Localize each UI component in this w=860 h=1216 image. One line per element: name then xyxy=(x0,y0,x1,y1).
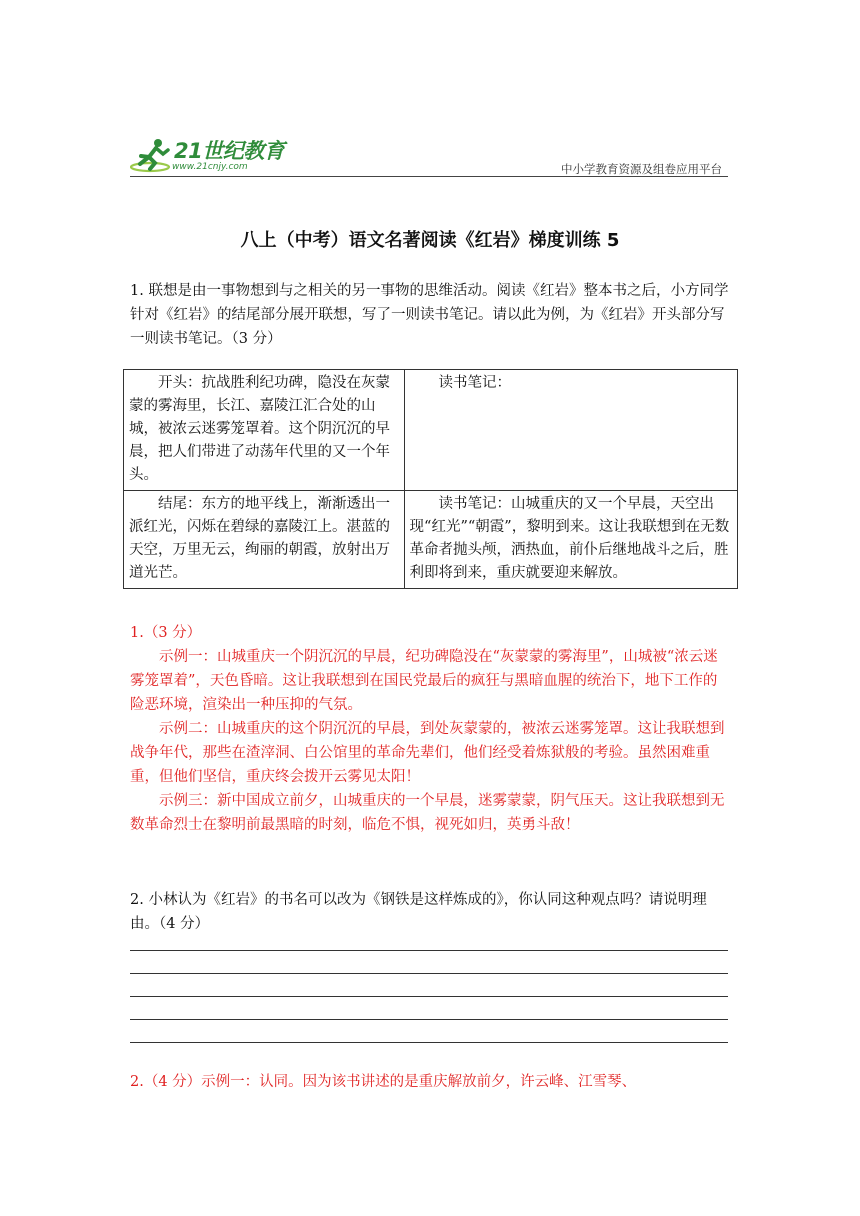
answer-1-example-3: 示例三：新中国成立前夕，山城重庆的一个早晨，迷雾蒙蒙，阴气压天。这让我联想到无数革命烈士在黎明前最黑暗的时刻，临危不惧，视死如归，英勇斗敌！ xyxy=(130,793,725,833)
question-1: 1. 联想是由一事物想到与之相关的另一事物的思维活动。阅读《红岩》整本书之后，小方同学针对《红岩》的结尾部分展开联想，写了一则读书笔记。请以此为例，为《红岩》开头部分写一则读书笔记。（3 分） xyxy=(130,283,729,347)
runner-logo-icon xyxy=(130,137,174,173)
header-divider xyxy=(130,176,728,177)
logo-url: www.21cnjy.com xyxy=(172,162,248,172)
document-title: 八上（中考）语文名著阅读《红岩》梯度训练 5 xyxy=(240,230,620,251)
answer-line[interactable] xyxy=(130,973,728,974)
table-row xyxy=(124,491,738,589)
answer-line[interactable] xyxy=(130,1042,728,1043)
answer-1-example-1: 示例一：山城重庆一个阴沉沉的早晨，纪功碑隐没在“灰蒙蒙的雾海里”，山城被“浓云迷雾笼罩着”，天色昏暗。这让我联想到在国民党最后的疯狂与黑暗血腥的统治下，地下工作的险恶环境，渲染出一种压抑的气氛。 xyxy=(130,649,718,713)
page-header xyxy=(130,135,728,180)
question-2: 2. 小林认为《红岩》的书名可以改为《钢铁是这样炼成的》，你认同这种观点吗？请说明理由。（4 分） xyxy=(130,892,707,932)
opening-passage-cell: 开头：抗战胜利纪功碑，隐没在灰蒙蒙的雾海里，长江、嘉陵江汇合处的山城，被浓云迷雾笼罩着。这个阴沉沉的早晨，把人们带进了动荡年代里的又一个年头。 xyxy=(124,370,405,491)
answer-1 xyxy=(130,645,730,837)
platform-tagline: 中小学教育资源及组卷应用平台 xyxy=(561,162,722,176)
opening-notes-cell: 读书笔记： xyxy=(404,370,737,491)
ending-notes-cell: 读书笔记：山城重庆的又一个早晨，天空出现“红光”“朝霞”，黎明到来。这让我联想到在无数革命者抛头颅，洒热血，前仆后继地战斗之后，胜利即将到来，重庆就要迎来解放。 xyxy=(404,491,737,589)
answer-1-example-2: 示例二：山城重庆的这个阴沉沉的早晨，到处灰蒙蒙的，被浓云迷雾笼罩。这让我联想到战争年代，那些在渣滓洞、白公馆里的革命先辈们，他们经受着炼狱般的考验。虽然困难重重，但他们坚信，重庆终会拨开云雾见太阳！ xyxy=(130,721,725,785)
answer-2: 2.（4 分）示例一：认同。因为该书讲述的是重庆解放前夕，许云峰、江雪琴、 xyxy=(130,1074,637,1090)
answer-lines[interactable] xyxy=(130,950,728,1065)
site-logo[interactable] xyxy=(130,135,300,177)
reading-notes-table xyxy=(123,369,738,589)
answer-line[interactable] xyxy=(130,950,728,951)
answer-line[interactable] xyxy=(130,1019,728,1020)
ending-passage-cell: 结尾：东方的地平线上，渐渐透出一派红光，闪烁在碧绿的嘉陵江上。湛蓝的天空，万里无云，绚丽的朝霞，放射出万道光芒。 xyxy=(124,491,405,589)
answer-line[interactable] xyxy=(130,996,728,997)
table-row xyxy=(124,370,738,491)
logo-wordmark: 21世纪教育 xyxy=(174,139,285,163)
answer-1-heading: 1.（3 分） xyxy=(130,625,202,641)
